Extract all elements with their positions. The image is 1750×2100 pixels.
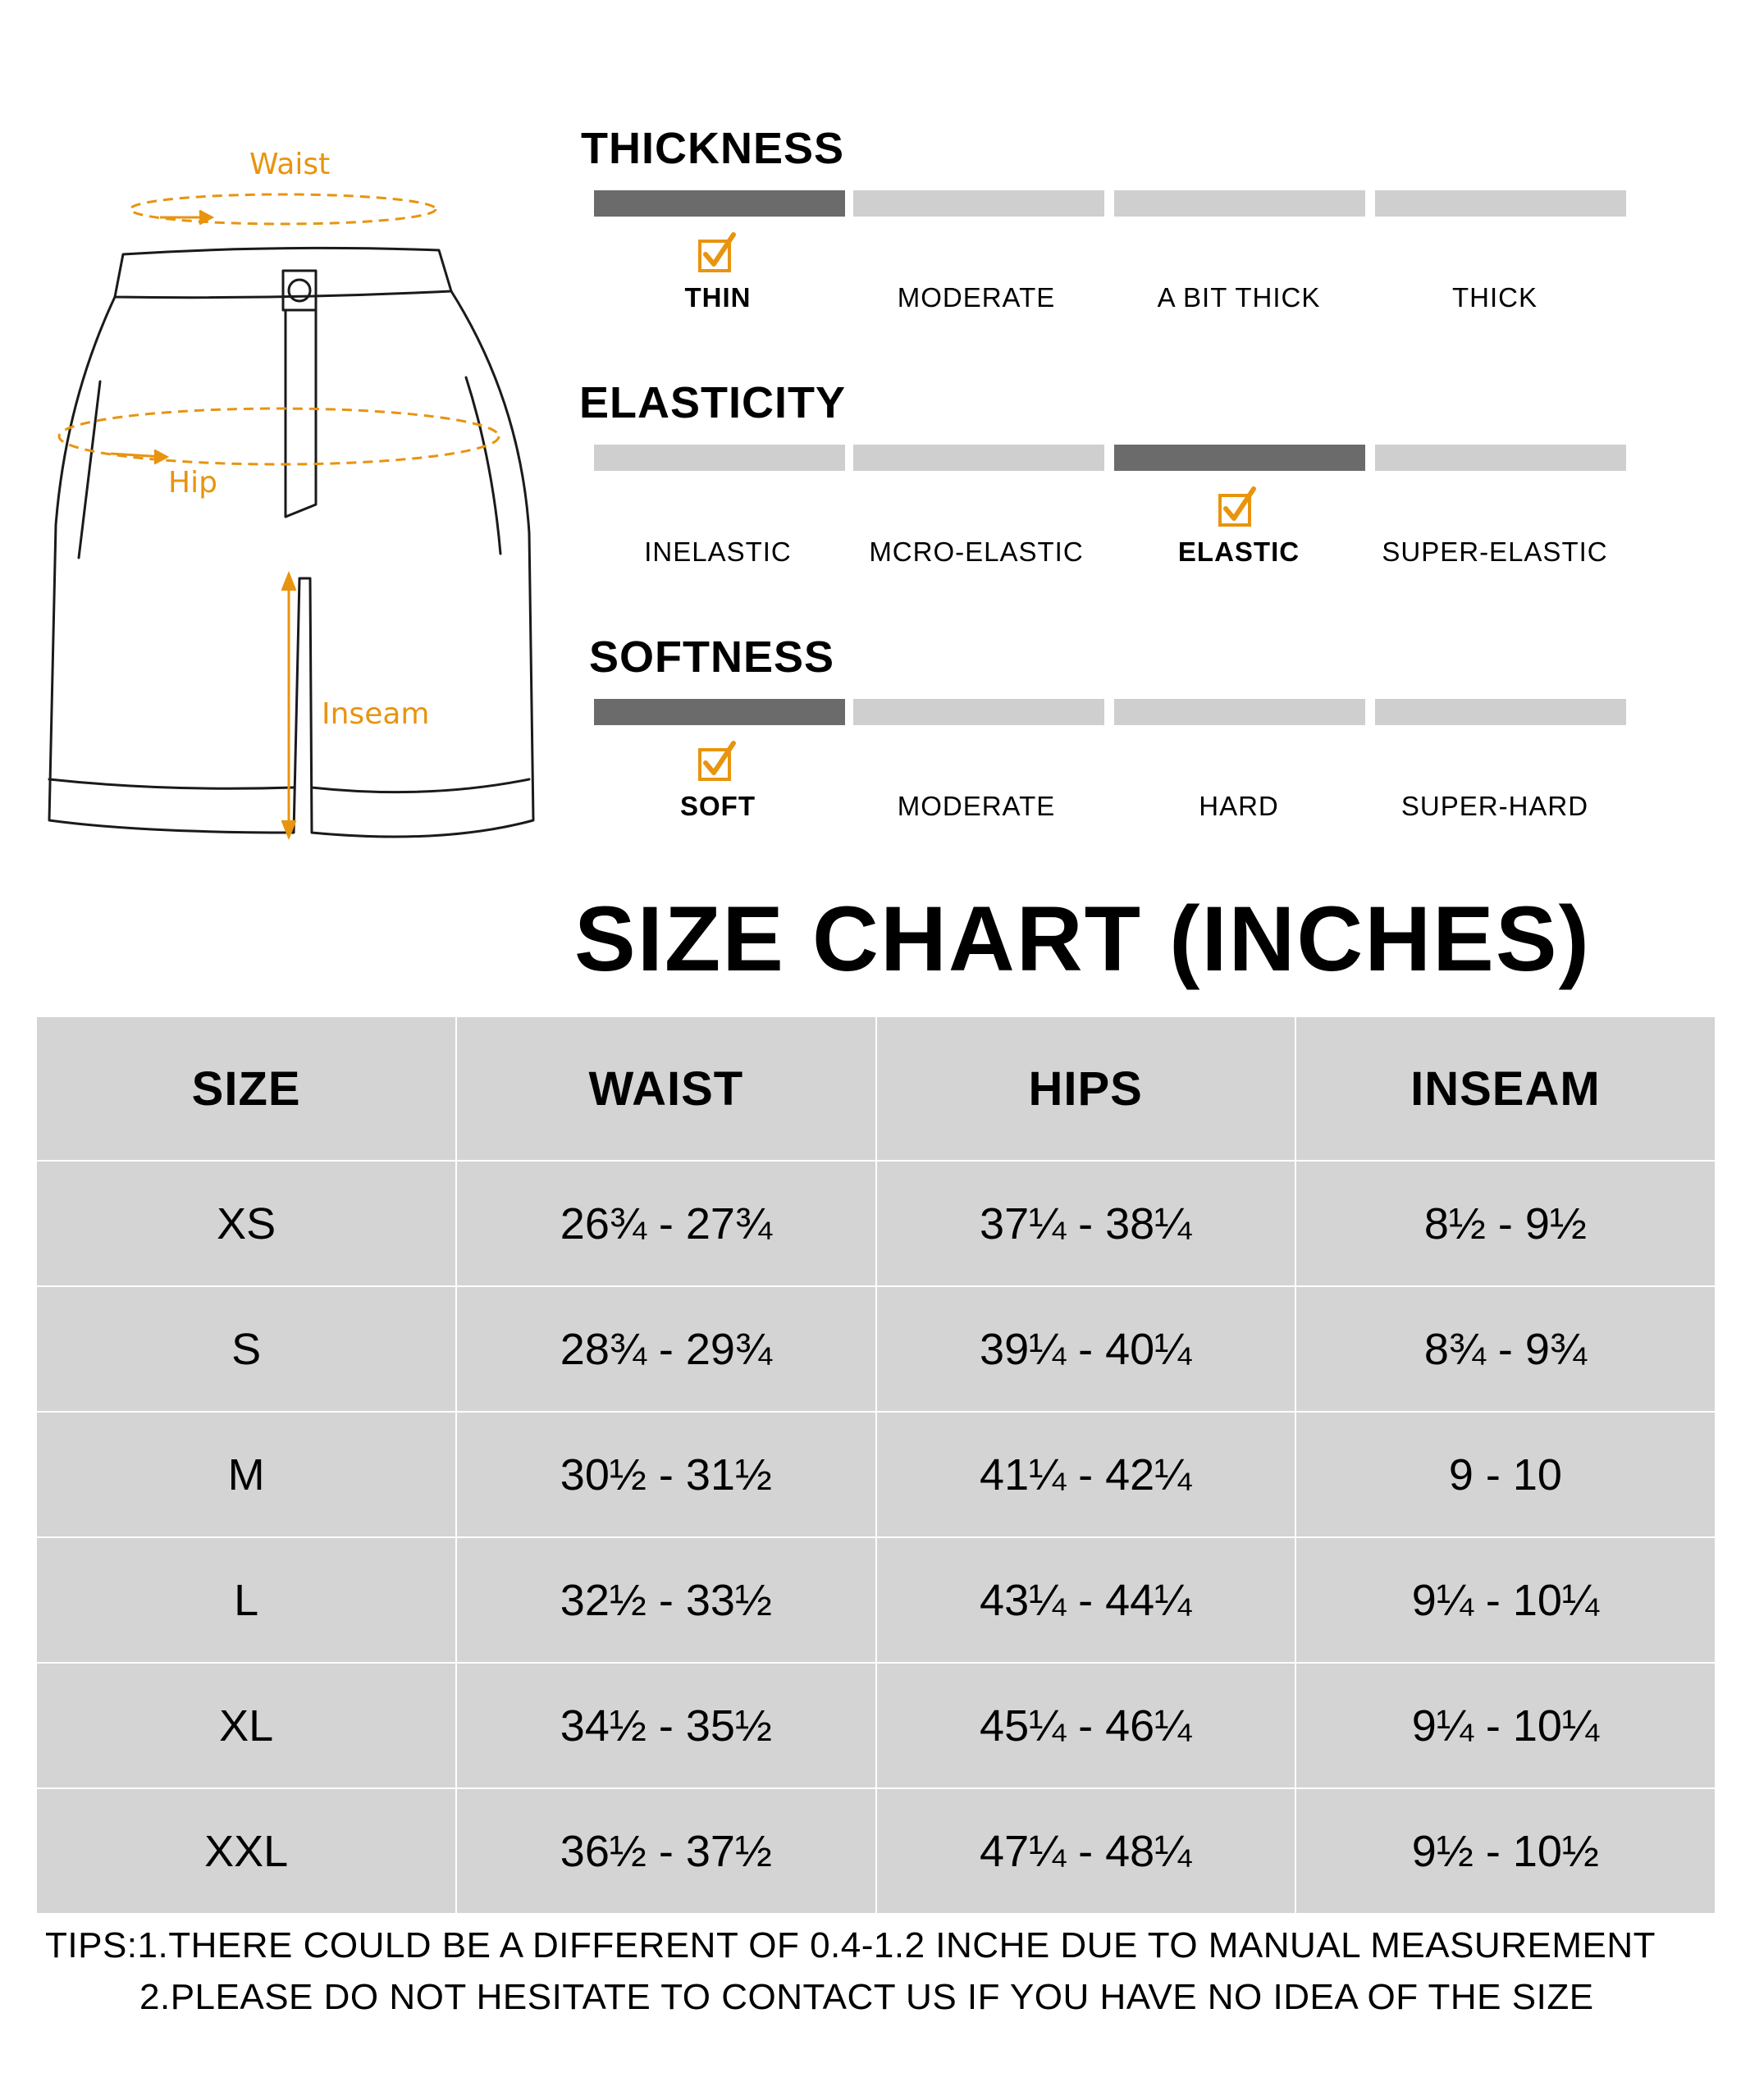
hips-cell: 39¼ - 40¼ xyxy=(876,1286,1295,1412)
softness-option-soft: SOFT xyxy=(680,791,756,821)
size-cell: XS xyxy=(37,1161,456,1286)
elasticity-bars xyxy=(594,445,1626,471)
checkbox-checked-icon xyxy=(1218,486,1257,528)
hips-cell: 45¼ - 46¼ xyxy=(876,1663,1295,1788)
table-row xyxy=(37,1161,1715,1286)
table-row xyxy=(37,1663,1715,1788)
column-header-hips: HIPS xyxy=(876,1016,1295,1161)
shorts-illustration xyxy=(33,131,558,870)
size-cell: XXL xyxy=(37,1788,456,1914)
checkbox-checked-icon xyxy=(697,740,737,783)
elasticity-option-elastic: ELASTIC xyxy=(1177,536,1300,567)
softness-option-hard: HARD xyxy=(1199,791,1279,821)
hips-cell: 37¼ - 38¼ xyxy=(876,1161,1295,1286)
waist-cell: 30½ - 31½ xyxy=(456,1412,875,1537)
column-header-waist: WAIST xyxy=(456,1016,875,1161)
inseam-cell: 9¼ - 10¼ xyxy=(1295,1537,1715,1663)
table-row xyxy=(37,1788,1715,1914)
elasticity-bar-elastic xyxy=(1114,445,1365,471)
tip-line-1: TIPS:1.THERE COULD BE A DIFFERENT OF 0.4-1.2 INCHE DUE TO MANUAL MEASUREMENT xyxy=(45,1925,1656,1965)
size-cell: L xyxy=(37,1537,456,1663)
tip-line-2: 2.PLEASE DO NOT HESITATE TO CONTACT US IF YOU HAVE NO IDEA OF THE SIZE xyxy=(139,1977,1594,2017)
elasticity-option-super-elastic: SUPER-ELASTIC xyxy=(1382,536,1608,567)
softness-bars xyxy=(594,699,1626,725)
table-row xyxy=(37,1537,1715,1663)
thickness-option-moderate: MODERATE xyxy=(897,282,1056,313)
size-cell: M xyxy=(37,1412,456,1537)
thickness-bar-a-bit-thick xyxy=(1114,190,1365,217)
waist-cell: 28¾ - 29¾ xyxy=(456,1286,875,1412)
hips-cell: 41¼ - 42¼ xyxy=(876,1412,1295,1537)
column-header-inseam: INSEAM xyxy=(1295,1016,1715,1161)
thickness-bar-moderate xyxy=(853,190,1104,217)
softness-bar-super-hard xyxy=(1375,699,1626,725)
thickness-bar-thick xyxy=(1375,190,1626,217)
thickness-title: THICKNESS xyxy=(581,124,845,173)
inseam-cell: 9½ - 10½ xyxy=(1295,1788,1715,1914)
hips-cell: 43¼ - 44¼ xyxy=(876,1537,1295,1663)
elasticity-bar-inelastic xyxy=(594,445,845,471)
table-row xyxy=(37,1286,1715,1412)
size-cell: XL xyxy=(37,1663,456,1788)
thickness-bar-thin xyxy=(594,190,845,217)
waist-cell: 34½ - 35½ xyxy=(456,1663,875,1788)
size-chart-title: SIZE CHART (INCHES) xyxy=(574,888,1591,990)
elasticity-scale xyxy=(574,377,1633,582)
elasticity-option-mcro-elastic: MCRO-ELASTIC xyxy=(869,536,1084,567)
inseam-cell: 8¾ - 9¾ xyxy=(1295,1286,1715,1412)
thickness-bars xyxy=(594,190,1626,217)
waist-cell: 32½ - 33½ xyxy=(456,1537,875,1663)
waist-label: Waist xyxy=(249,148,331,181)
size-cell: S xyxy=(37,1286,456,1412)
waist-cell: 36½ - 37½ xyxy=(456,1788,875,1914)
inseam-cell: 9¼ - 10¼ xyxy=(1295,1663,1715,1788)
elasticity-title: ELASTICITY xyxy=(579,378,847,427)
checkbox-checked-icon xyxy=(697,231,737,274)
inseam-cell: 8½ - 9½ xyxy=(1295,1161,1715,1286)
shorts-measurement-diagram xyxy=(33,131,558,870)
elasticity-option-inelastic: INELASTIC xyxy=(644,536,792,567)
softness-option-moderate: MODERATE xyxy=(897,791,1056,821)
thickness-scale xyxy=(574,123,1633,328)
column-header-size: SIZE xyxy=(37,1016,456,1161)
thickness-option-thin: THIN xyxy=(684,282,752,313)
softness-scale xyxy=(574,632,1633,837)
softness-bar-moderate xyxy=(853,699,1104,725)
hip-label: Hip xyxy=(168,466,217,500)
size-chart-table xyxy=(37,1016,1715,1915)
thickness-option-thick: THICK xyxy=(1452,282,1538,313)
table-header-row xyxy=(37,1016,1715,1161)
elasticity-bar-mcro-elastic xyxy=(853,445,1104,471)
softness-title: SOFTNESS xyxy=(589,632,835,682)
inseam-cell: 9 - 10 xyxy=(1295,1412,1715,1537)
elasticity-bar-super-elastic xyxy=(1375,445,1626,471)
softness-option-super-hard: SUPER-HARD xyxy=(1400,791,1589,821)
inseam-label: Inseam xyxy=(322,697,430,731)
softness-bar-hard xyxy=(1114,699,1365,725)
table-row xyxy=(37,1412,1715,1537)
waist-cell: 26¾ - 27¾ xyxy=(456,1161,875,1286)
thickness-option-a-bit-thick: A BIT THICK xyxy=(1157,282,1321,313)
softness-bar-soft xyxy=(594,699,845,725)
hips-cell: 47¼ - 48¼ xyxy=(876,1788,1295,1914)
